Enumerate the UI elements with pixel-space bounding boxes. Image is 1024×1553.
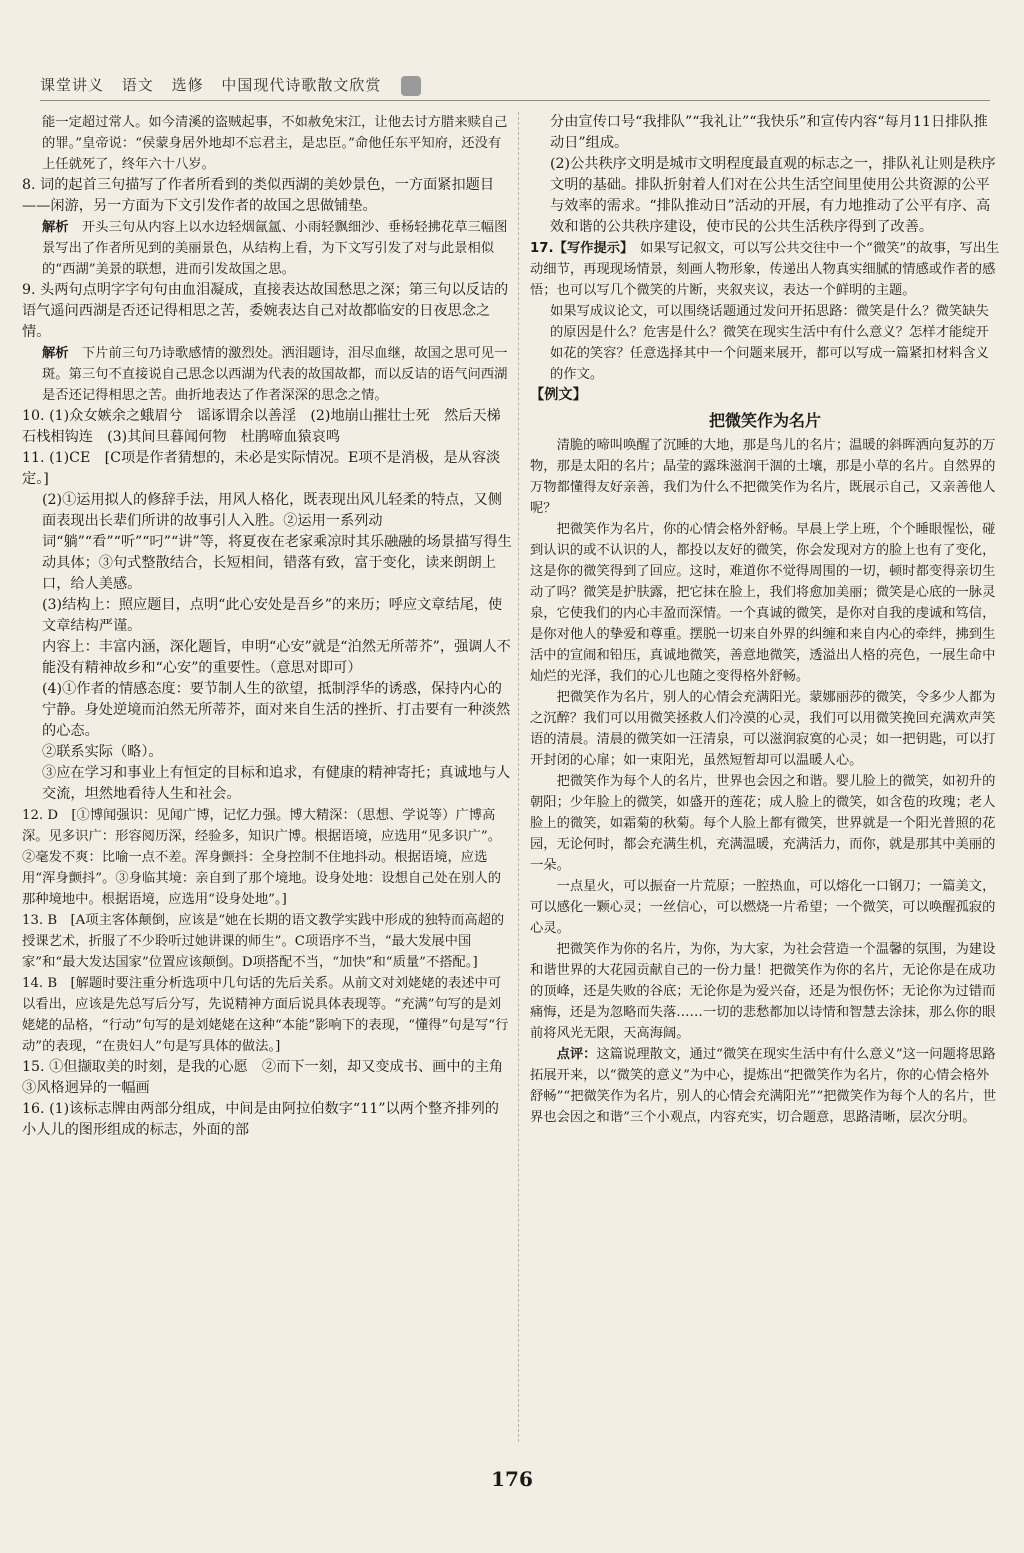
header-item: 中国现代诗歌散文欣赏 bbox=[221, 76, 382, 94]
answer-paragraph bbox=[22, 175, 512, 217]
answer-paragraph bbox=[22, 1057, 518, 1099]
page-number: 176 bbox=[491, 1467, 533, 1491]
answer-block bbox=[530, 112, 1000, 385]
header-item: 选修 bbox=[171, 76, 204, 94]
comment bbox=[530, 1044, 1000, 1128]
answer-text: 16. (1)该标志牌由两部分组成，中间是由阿拉伯数字“11”以两个整齐排列的小人儿的图形组成的标志，外面的部 bbox=[22, 1101, 499, 1138]
answer-text: 10. (1)众女嫉余之蛾眉兮 谣诼谓余以善淫 (2)地崩山摧壮士死 然后天梯石栈相钩连 (3)其间旦暮闻何物 杜鹃啼血猿哀鸣 bbox=[22, 408, 501, 445]
answer-label: 17.【写作提示】 bbox=[530, 241, 627, 256]
answer-paragraph bbox=[22, 112, 512, 175]
answer-paragraph bbox=[530, 238, 1000, 301]
answer-paragraph bbox=[22, 973, 512, 1057]
answer-text: (4)①作者的情感态度：要节制人生的欲望，抵制浮华的诱惑，保持内心的宁静。身处逆境而泊然无所蒂芥，面对来自生活的挫折、打击要有一种淡然的心态。 bbox=[42, 681, 511, 739]
essay-paragraph: 把微笑作为名片，别人的心情会充满阳光。蒙娜丽莎的微笑，令多少人都为之沉醉？我们可以用微笑拯救人们冷漠的心灵，我们可以用微笑挽回充满欢声笑语的清晨。清晨的微笑如一汪清泉，可以滋润寂寞的心灵；如一把钥匙，可以打开封闭的心扉；如一束阳光，虽然短暂却可以温暖人心。 bbox=[530, 690, 996, 768]
answer-paragraph bbox=[530, 112, 1000, 154]
answer-paragraph bbox=[530, 301, 1000, 385]
answer-paragraph bbox=[22, 217, 512, 280]
answer-text: 15. ①但撷取美的时刻，是我的心愿 ②而下一刻，却又变成书、画中的主角 ③风格迥异的一幅画 bbox=[22, 1059, 518, 1096]
answer-paragraph bbox=[22, 406, 512, 448]
answer-label: 解析 bbox=[42, 220, 69, 235]
answer-text: 14. B [解题时要注重分析选项中几句话的先后关系。从前文对刘姥姥的表述中可以看出，应该是先总写后分写，先说精神方面后说具体表现等。“充满”句写的是刘姥姥的品格，“行动”句写的是刘姥姥在这种“本能”影响下的表现，“懂得”句是写“行动”的表现，“在贵妇人”句是写具体的做法。] bbox=[22, 976, 509, 1054]
answer-text: ②联系实际（略）。 bbox=[42, 744, 163, 760]
answer-label: 解析 bbox=[42, 346, 69, 361]
essay-paragraph: 把微笑作为你的名片，为你，为大家，为社会营造一个温馨的氛围，为建设和谐世界的大花园贡献自己的一份力量！把微笑作为你的名片，无论你是在成功的顶峰，还是失败的谷底；无论你是为爱兴奋，还是为恨伤怀；无论你为过错而痛悔，还是为忽略而失落……一切的悲愁都加以诗情和智慧去涂抹，那么你的眼前将风光无限，天高海阔。 bbox=[530, 942, 996, 1041]
header-item: 课堂讲义 bbox=[40, 76, 105, 94]
answer-paragraph bbox=[22, 679, 512, 742]
answer-text: 11. (1)CE [C项是作者猜想的，未必是实际情况。E项不是消极，是从容淡定。] bbox=[22, 450, 501, 487]
answer-paragraph bbox=[22, 742, 512, 763]
answer-text: 开头三句从内容上以水边轻烟氤氲、小雨轻飘细沙、垂杨轻拂花草三幅图景写出了作者所见到的美丽景色，从结构上看，为下文写引发了对与此景相似的“西湖”美景的联想，进而引发故国之思。 bbox=[42, 220, 508, 277]
comment-label: 点评： bbox=[556, 1047, 597, 1062]
column-divider bbox=[518, 112, 519, 1442]
answer-text: ③应在学习和事业上有恒定的目标和追求，有健康的精神寄托；真诚地与人交流，坦然地看待人生和社会。 bbox=[42, 765, 511, 802]
answer-text: (2)公共秩序文明是城市文明程度最直观的标志之一，排队礼让则是秩序文明的基础。排队折射着人们对在公共生活空间里使用公共资源的公平与效率的需求。“排队推动日”活动的开展，有力地推动了公平有序、高效和谐的公共秩序建设，使市民的公共生活秩序得到了改善。 bbox=[550, 156, 996, 235]
answer-paragraph bbox=[22, 490, 512, 595]
answer-paragraph bbox=[22, 910, 512, 973]
answer-text: 12. D [①博闻强识：见闻广博，记忆力强。博大精深：（思想、学说等）广博高深。见多识广：形容阅历深，经验多，知识广博。根据语境，应选用“见多识广”。②毫发不爽：比喻一点不差。浑身颤抖：全身控制不住地抖动。根据语境，应选用“浑身颤抖”。③身临其境：亲自到了那个境地。设身处地：设想自己处在别人的那种境地中。根据语境，应选用“设身处地”。] bbox=[22, 808, 501, 907]
comment-text: 这篇说理散文，通过“微笑在现实生活中有什么意义”这一问题将思路拓展开来，以“微笑的意义”为中心，提炼出“把微笑作为名片，你的心情会格外舒畅”“把微笑作为名片，别人的心情会充满阳光”“把微笑作为每个人的名片，世界也会因之和谐”三个小观点，内容充实，切合题意，思路清晰，层次分明。 bbox=[530, 1047, 996, 1125]
series-logo-icon bbox=[401, 76, 421, 96]
answer-text: 分由宣传口号“我排队”“我礼让”“我快乐”和宣传内容“每月11日排队推动日”组成。 bbox=[550, 114, 988, 151]
essay-title: 把微笑作为名片 bbox=[708, 411, 821, 430]
header-item: 语文 bbox=[121, 76, 154, 94]
answer-text: 如果写记叙文，可以写公共交往中一个“微笑”的故事，写出生动细节，再现现场情景，刻画人物形象，传递出人物真实细腻的情感或作者的感悟；也可以写几个微笑的片断，夹叙夹议，表达一个鲜明的主题。 bbox=[530, 241, 1000, 298]
answer-paragraph bbox=[22, 763, 512, 805]
answer-paragraph bbox=[22, 595, 512, 637]
example-label: 【例文】 bbox=[530, 387, 587, 403]
answer-paragraph bbox=[22, 280, 512, 343]
answer-text: (3)结构上：照应题目，点明“此心安处是吾乡”的来历；呼应文章结尾，使文章结构严谨。 bbox=[42, 597, 503, 634]
answer-text: 9. 头两句点明字字句句由血泪凝成，直接表达故国愁思之深；第三句以反诘的语气遥问西湖是否还记得相思之苦，委婉表达自己对故都临安的日夜思念之情。 bbox=[22, 282, 509, 340]
essay-paragraph: 清脆的啼叫唤醒了沉睡的大地，那是鸟儿的名片；温暖的斜晖洒向复苏的万物，那是太阳的名片；晶莹的露珠滋润干涸的土壤，那是小草的名片。自然界的万物都懂得友好亲善，我们为什么不把微笑作为名片，既展示自己，又亲善他人呢？ bbox=[530, 438, 996, 516]
answer-paragraph bbox=[22, 805, 512, 910]
answer-text: 下片前三句乃诗歌感情的激烈处。洒泪题诗，泪尽血继，故国之思可见一斑。第三句不直接说自己思念以西湖为代表的故国故都，而以反诘的语气问西湖是否还记得相思之苦。曲折地表达了作者深深的思念之情。 bbox=[42, 346, 508, 403]
answer-text: 内容上：丰富内涵，深化题旨，申明“心安”就是“泊然无所蒂芥”，强调人不能没有精神故乡和“心安”的重要性。（意思对即可） bbox=[42, 639, 511, 676]
answer-text: 8. 词的起首三句描写了作者所看到的类似西湖的美妙景色，一方面紧扣题目——闲游，另一方面为下文引发作者的故国之思做铺垫。 bbox=[22, 177, 495, 214]
essay-body bbox=[530, 435, 1000, 1044]
answer-text: 13. B [A项主客体颠倒，应该是“她在长期的语文教学实践中形成的独特而高超的授课艺术，折服了不少聆听过她讲课的师生”。C项语序不当，“最大发展中国家”和“最大发达国家”位置应该颠倒。D项搭配不当，“加快”和“质量”不搭配。] bbox=[22, 913, 505, 970]
answer-text: 如果写成议论文，可以围绕话题通过发问开拓思路：微笑是什么？微笑缺失的原因是什么？危害是什么？微笑在现实生活中有什么意义？怎样才能绽开如花的笑容？任意选择其中一个问题来展开，都可以写成一篇紧扣材料含义的作文。 bbox=[550, 304, 989, 382]
running-header bbox=[40, 74, 433, 96]
header-rule bbox=[40, 100, 990, 101]
answer-paragraph bbox=[530, 154, 1000, 238]
essay-paragraph: 一点星火，可以振奋一片荒原；一腔热血，可以熔化一口钢刀；一篇美文，可以感化一颗心灵；一丝信心，可以燃烧一片希望；一个微笑，可以唤醒孤寂的心灵。 bbox=[530, 879, 996, 936]
answer-paragraph bbox=[22, 448, 512, 490]
answer-text: 能一定超过常人。如今清溪的盗贼起事，不如赦免宋江，让他去讨方腊来赎自己的罪。”皇帝说：“侯蒙身居外地却不忘君主，是忠臣。”命他任东平知府，还没有上任就死了，终年六十八岁。 bbox=[42, 115, 508, 172]
essay-paragraph: 把微笑作为每个人的名片，世界也会因之和谐。婴儿脸上的微笑，如初升的朝阳；少年脸上的微笑，如盛开的莲花；成人脸上的微笑，如含苞的玫瑰；老人脸上的微笑，如霜菊的秋菊。每个人脸上都有微笑，世界就是一个阳光普照的花园，无论何时，都会充满生机，充满温暖，充满活力，而你，就是那其中美丽的一朵。 bbox=[530, 774, 996, 873]
answer-text: (2)①运用拟人的修辞手法，用风人格化，既表现出风儿轻柔的特点，又侧面表现出长辈们所讲的故事引人入胜。②运用一系列动词“躺”“看”“听”“叼”“讲”等，将夏夜在老家乘凉时其乐融融的场景描写得生动具体；③句式整散结合，长短相间，错落有致，富于变化，读来朗朗上口，给人美感。 bbox=[42, 492, 512, 592]
answer-paragraph bbox=[22, 1099, 512, 1141]
essay-paragraph: 把微笑作为名片，你的心情会格外舒畅。早晨上学上班，个个睡眼惺忪，碰到认识的或不认识的人，都投以友好的微笑，你会发现对方的脸上也有了变化，这是你的微笑得到了回应。这时，难道你不觉得周围的一切，顿时都变得亲切生动了吗？微笑是护肤露，把它抹在脸上，我们将愈加美丽；微笑是心底的一脉灵泉，它使我们的内心丰盈而深情。一个真诚的微笑，是你对自我的虔诚和笃信，是你对他人的挚爱和尊重。摆脱一切来自外界的纠缠和来自内心的牵绊，拂到生活中的宣闹和铅压，真诚地微笑，善意地微笑，透溢出人格的亮色，一展生命中灿烂的光泽，我们的心儿也随之变得格外舒畅。 bbox=[530, 522, 996, 684]
right-column bbox=[530, 112, 1000, 1128]
answer-paragraph bbox=[22, 343, 512, 406]
answer-paragraph bbox=[22, 637, 512, 679]
left-column bbox=[22, 112, 518, 1141]
